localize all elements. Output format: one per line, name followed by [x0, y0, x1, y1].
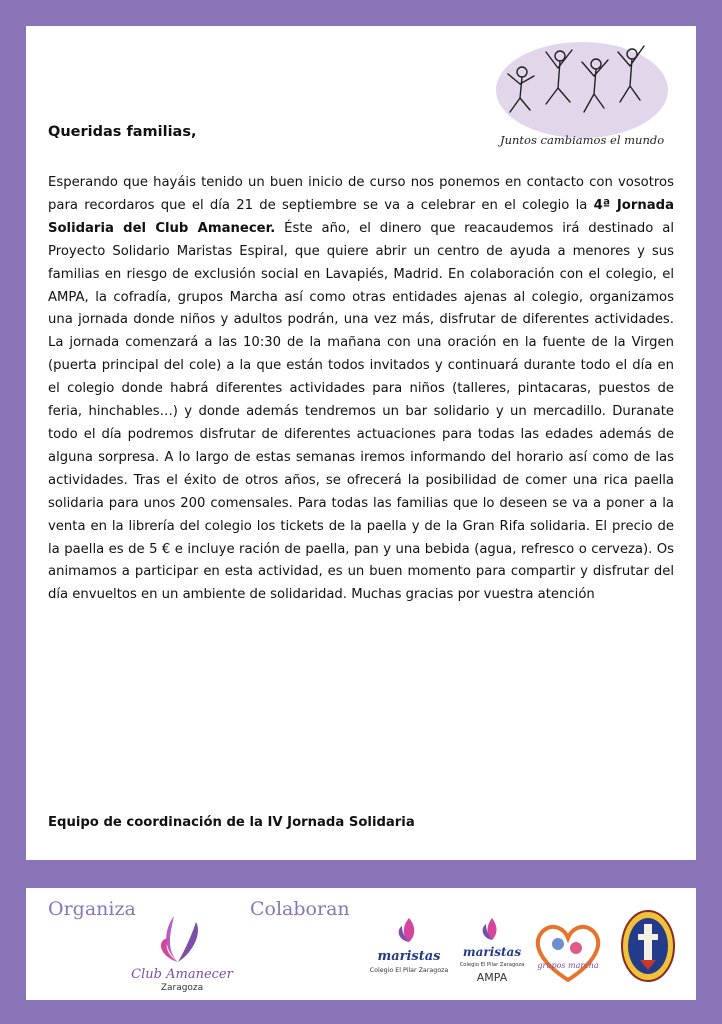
organiza-heading: Organiza: [48, 898, 136, 920]
club-amanecer-logo: [126, 908, 238, 994]
maristas-colegio-logo: [366, 912, 452, 978]
body-intro: Esperando que hayáis tenido un buen inicio de curso nos ponemos en contacto con vosotros para recordaros que el día 21 de septiembre se va a celebrar en el colegio la: [48, 175, 674, 213]
colaboran-heading: Colaboran: [250, 898, 350, 920]
club-city: Zaragoza: [160, 983, 204, 993]
maristas-ampa-logo: [458, 912, 526, 986]
logo-slogan: Juntos cambiamos el mundo: [500, 133, 665, 147]
letter-body: [48, 172, 674, 607]
club-name: Club Amanecer: [131, 967, 233, 982]
maristas-1-name: maristas: [377, 949, 441, 964]
marcha-label: grupos marcha: [537, 961, 599, 970]
cofradia-emblem: [620, 908, 676, 984]
maristas-2-name: maristas: [462, 945, 522, 959]
body-main: Éste año, el dinero que reacaudemos irá destinado al Proyecto Solidario Maristas Espiral, que quiere abrir un centro de ayuda a menores y sus familias en riesgo de exclusión social en Lavapiés, Madrid. En colaboración con el colegio, el AMPA, la cofradía, grupos Marcha así como otras entidades ajenas al colegio, organizamos una jornada donde niños y adultos podrán, una vez más, disfrutar de diferentes actividades. La jornada comenzará a las 10:30 de la mañana con una oración en la fuente de la Virgen (puerta principal del cole) a la que están todos invitados y continuará durante todo el día en el colegio donde habrá diferentes actividades para niños (talleres, pintacaras, puestos de feria, hinchables…) y donde además tendremos un bar solidario y un mercadillo. Duranate todo el día podremos disfrutar de diferentes actuaciones para todas las edades además de alguna sorpresa. A lo largo de estas semanas iremos informando del horario así como de las actividades. Tras el éxito de otros años, se ofrecerá la posibilidad de comer una rica paella solidaria para unos 200 comensales. Para todas las familias que lo deseen se va a poner a la venta en la librería del colegio los tickets de la paella y de la Gran Rifa solidaria. El precio de la paella es de 5 € e incluye ración de paella, pan y una bebida (agua, refresco o cerveza). Os animamos a participar en esta actividad, es un buen momento para compartir y disfrutar del día envueltos en un ambiente de solidaridad. Muchas gracias por vuestra atención: [48, 220, 674, 603]
greeting: Queridas familias,: [48, 124, 197, 140]
signature: Equipo de coordinación de la IV Jornada Solidaria: [48, 815, 415, 830]
body-highlight: 4ª Jornada Solidaria del Club Amanecer.: [48, 197, 674, 236]
people-jumping-logo: [486, 32, 668, 158]
sponsors-footer: [26, 888, 696, 1000]
ampa-label: AMPA: [476, 971, 508, 984]
grupos-marcha-logo: [530, 918, 606, 988]
maristas-1-sub: Colegio El Pilar Zaragoza: [369, 967, 449, 974]
maristas-2-sub: Colegio El Pilar Zaragoza: [459, 962, 525, 968]
